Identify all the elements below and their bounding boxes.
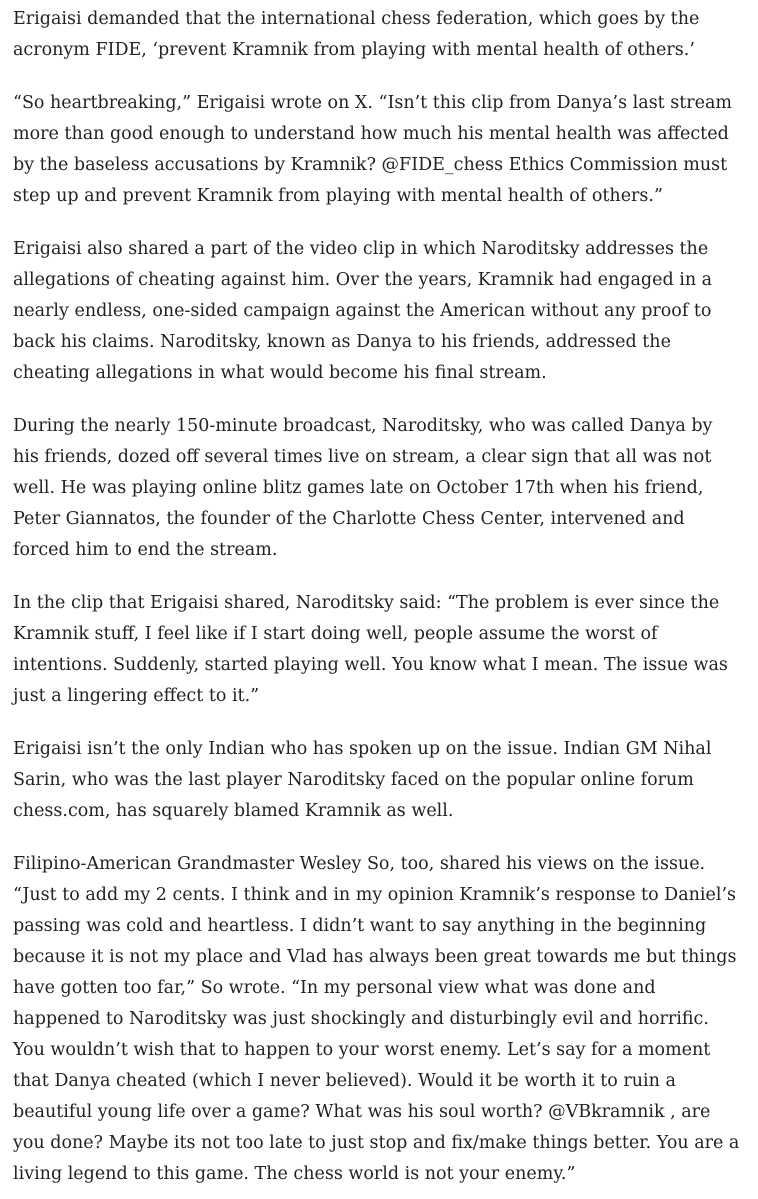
paragraph: “So heartbreaking,” Erigaisi wrote on X. “Isn’t this clip from Danya’s last stream more than good enough to understand how much his mental health was affected by the baseless accusations by Kramnik? @FIDE_chess Ethics Commission must step up and prevent Kramnik from playing with mental health of others.” [13, 93, 733, 206]
paragraph: Erigaisi isn’t the only Indian who has spoken up on the issue. Indian GM Nihal Sarin, who was the last player Naroditsky faced on the popular online forum chess.com, has squarely blamed Kramnik as well. [13, 739, 712, 821]
paragraph: Filipino-American Grandmaster Wesley So, too, shared his views on the issue. “Just to add my 2 cents. I think and in my opinion Kramnik’s response to Daniel’s passing was cold and heartless. I didn’t want to say anything in the beginning because it is not my place and Vlad has always been great towards me but things have gotten too far,” So wrote. “In my personal view what was done and happened to Naroditsky was just shockingly and disturbingly evil and horrific. You wouldn’t wish that to happen to your worst enemy. Let’s say for a moment that Danya cheated (which I never believed). Would it be worth it to ruin a beautiful young life over a game? What was his soul worth? @VBkramnik , are you done? Maybe its not too late to just stop and fix/make things better. You are a living legend to this game. The chess world is not your enemy.” [13, 854, 740, 1184]
paragraph: In the clip that Erigaisi shared, Naroditsky said: “The problem is ever since the Kramnik stuff, I feel like if I start doing well, people assume the worst of intentions. Suddenly, started playing well. You know what I mean. The issue was just a lingering effect to it.” [13, 593, 728, 706]
paragraph: Erigaisi also shared a part of the video clip in which Naroditsky addresses the allegations of cheating against him. Over the years, Kramnik had engaged in a nearly endless, one-sided campaign against the American without any proof to back his claims. Naroditsky, known as Danya to his friends, addressed the cheating allegations in what would become his final stream. [13, 239, 713, 383]
paragraph: During the nearly 150-minute broadcast, Naroditsky, who was called Danya by his friends, dozed off several times live on stream, a clear sign that all was not well. He was playing online blitz games late on October 17th when his friend, Peter Giannatos, the founder of the Charlotte Chess Center, intervened and forced him to end the stream. [13, 416, 713, 560]
paragraph: Erigaisi demanded that the international chess federation, which goes by the acronym FIDE, ‘prevent Kramnik from playing with mental health of others.’ [13, 9, 700, 60]
